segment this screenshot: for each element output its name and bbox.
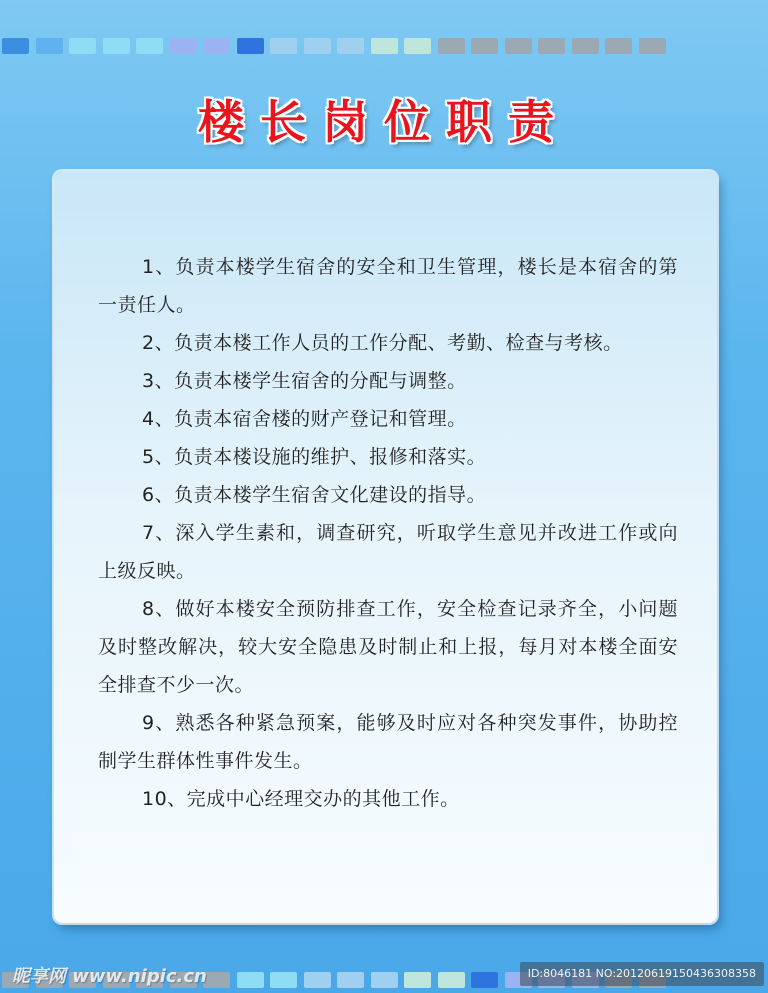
decor-tile xyxy=(404,972,431,988)
decor-tile xyxy=(69,38,96,54)
decor-tile xyxy=(170,38,197,54)
top-tile-strip xyxy=(0,38,768,54)
duty-item: 7、深入学生素和，调查研究，听取学生意见并改进工作或向上级反映。 xyxy=(98,522,678,582)
decor-tile xyxy=(337,38,364,54)
decor-tile xyxy=(203,38,230,54)
decor-tile xyxy=(2,38,29,54)
decor-tile xyxy=(538,38,565,54)
decor-tile xyxy=(471,972,498,988)
decor-tile xyxy=(605,38,632,54)
site-watermark: 昵享网 www.nipic.cn xyxy=(12,966,207,987)
decor-tile xyxy=(505,38,532,54)
decor-tile xyxy=(270,972,297,988)
duty-item: 6、负责本楼学生宿舍文化建设的指导。 xyxy=(142,484,487,506)
duty-item: 2、负责本楼工作人员的工作分配、考勤、检查与考核。 xyxy=(142,332,623,354)
decor-tile xyxy=(371,38,398,54)
decor-tile xyxy=(438,38,465,54)
duty-item: 9、熟悉各种紧急预案，能够及时应对各种突发事件，协助控制学生群体性事件发生。 xyxy=(98,712,678,772)
decor-tile xyxy=(36,38,63,54)
duty-item: 8、做好本楼安全预防排查工作，安全检查记录齐全，小问题及时整改解决，较大安全隐患及时制止和上报，每月对本楼全面安全排查不少一次。 xyxy=(98,598,678,696)
decor-tile xyxy=(203,972,230,988)
decor-tile xyxy=(237,38,264,54)
decor-tile xyxy=(639,38,666,54)
decor-tile xyxy=(337,972,364,988)
decor-tile xyxy=(304,38,331,54)
decor-tile xyxy=(371,972,398,988)
page-title: 楼长岗位职责 xyxy=(198,95,570,149)
decor-tile xyxy=(471,38,498,54)
decor-tile xyxy=(438,972,465,988)
decor-tile xyxy=(304,972,331,988)
duty-item: 3、负责本楼学生宿舍的分配与调整。 xyxy=(142,370,467,392)
decor-tile xyxy=(404,38,431,54)
decor-tile xyxy=(237,972,264,988)
duty-item: 4、负责本宿舍楼的财产登记和管理。 xyxy=(142,408,467,430)
duty-item: 10、完成中心经理交办的其他工作。 xyxy=(142,788,460,810)
image-id-strip: ID:8046181 NO:20120619150436308358 xyxy=(520,962,764,986)
duty-item: 1、负责本楼学生宿舍的安全和卫生管理，楼长是本宿舍的第一责任人。 xyxy=(98,256,678,316)
decor-tile xyxy=(270,38,297,54)
decor-tile xyxy=(136,38,163,54)
decor-tile xyxy=(572,38,599,54)
decor-tile xyxy=(103,38,130,54)
duties-list xyxy=(98,248,678,818)
duty-item: 5、负责本楼设施的维护、报修和落实。 xyxy=(142,446,487,468)
